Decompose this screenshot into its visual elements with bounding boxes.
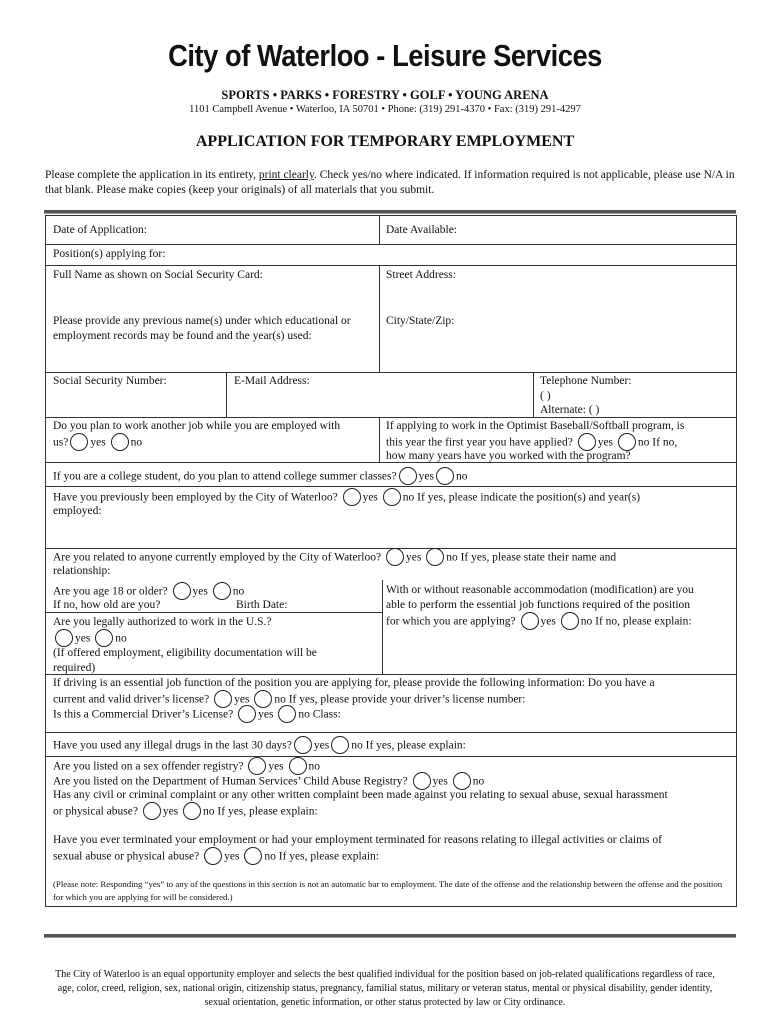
other-job-question: Do you plan to work another job while you are employed with	[53, 420, 341, 432]
positions-label: Position(s) applying for:	[53, 248, 166, 260]
date-of-application-label: Date of Application:	[53, 224, 147, 236]
previous-names-label: Please provide any previous name(s) under which educational or employment records may be found and the year(s) used:	[53, 315, 351, 342]
driving-question: If driving is an essential job function of the position you are applying for, please provide the following information: Do you have a	[53, 677, 655, 689]
terminated-options: sexual abuse or physical abuse? yes no If yes, please explain:	[53, 848, 379, 866]
complaint-yes-radio[interactable]	[143, 802, 161, 820]
prev-employed-question: Have you previously been employed by the City of Waterloo? yes no If yes, please indicate the position(s) and year(s)	[53, 489, 640, 507]
prev-employed-cont: employed:	[53, 505, 102, 517]
eeo-statement: The City of Waterloo is an equal opportunity employer and selects the best qualified individual for the position based on job-related qualifications regardless of race, age, color, creed, religion, sex, national origin, citizenship status, pregnancy, familial status, military or veteran status, mental or physical disability, gender identity, sexual orientation, genetic information, or other status protected by law or City ordinance.	[55, 969, 715, 1008]
telephone-label: Telephone Number:	[540, 375, 632, 387]
telephone-paren: ( )	[540, 390, 551, 402]
intro-paragraph: Please complete the application in its entirety, print clearly. Check yes/no where indicated. If information required is not applicable, please use N/A in that blank. Please make copies (keep your originals) of all materials that you submit.	[45, 169, 735, 196]
complaint-no-radio[interactable]	[183, 802, 201, 820]
top-rule	[44, 210, 736, 214]
alternate-phone-label: Alternate: ( )	[540, 404, 600, 416]
divisions-line: SPORTS • PARKS • FORESTRY • GOLF • YOUNG ARENA	[221, 88, 549, 102]
prev-employed-no-radio[interactable]	[383, 488, 401, 506]
disclaimer-note: (Please note: Responding “yes” to any of the questions in this section is not an automatic bar to employment. The date of the offense and the relationship between the offense and the position for which you are applying for will be considered.)	[53, 879, 723, 902]
license-options: current and valid driver’s license? yes no If yes, please provide your driver’s license number:	[53, 691, 525, 709]
age-no-radio[interactable]	[213, 582, 231, 600]
age-question: Are you age 18 or older? yes no	[53, 583, 244, 601]
related-cont: relationship:	[53, 565, 111, 577]
complaint-options: or physical abuse? yes no If yes, please explain:	[53, 803, 318, 821]
complaint-question: Has any civil or criminal complaint or any other written complaint been made against you relating to sexual abuse, sexual harassment	[53, 789, 668, 801]
accommodation-yes-radio[interactable]	[521, 612, 539, 630]
college-question: If you are a college student, do you plan to attend college summer classes? yes no	[53, 468, 467, 486]
sex-offender-question: Are you listed on a sex offender registry? yes no	[53, 758, 320, 776]
form-heading: APPLICATION FOR TEMPORARY EMPLOYMENT	[195, 133, 575, 150]
other-job-no-radio[interactable]	[111, 433, 129, 451]
other-job-yes-radio[interactable]	[70, 433, 88, 451]
drugs-no-radio[interactable]	[331, 736, 349, 754]
related-no-radio[interactable]	[426, 548, 444, 566]
how-old-label: If no, how old are you?	[53, 599, 161, 611]
related-question: Are you related to anyone currently employed by the City of Waterloo? yes no If yes, please state their name and	[53, 549, 616, 567]
ssn-label: Social Security Number:	[53, 375, 167, 387]
prev-employed-yes-radio[interactable]	[343, 488, 361, 506]
application-form	[45, 215, 737, 907]
abuse-registry-question: Are you listed on the Department of Human Services’ Child Abuse Registry? yes no	[53, 773, 484, 791]
related-yes-radio[interactable]	[386, 548, 404, 566]
optimist-question: If applying to work in the Optimist Baseball/Softball program, is	[386, 420, 685, 432]
city-state-zip-label: City/State/Zip:	[386, 315, 455, 327]
street-address-label: Street Address:	[386, 269, 456, 281]
eligibility-note: (If offered employment, eligibility documentation will be required)	[53, 647, 317, 674]
authorized-no-radio[interactable]	[95, 629, 113, 647]
bottom-rule	[44, 934, 736, 938]
page-title: City of Waterloo - Leisure Services	[168, 38, 602, 73]
college-no-radio[interactable]	[436, 467, 454, 485]
college-yes-radio[interactable]	[399, 467, 417, 485]
cdl-options: Is this a Commercial Driver’s License? yes no Class:	[53, 706, 341, 724]
optimist-options: this year the first year you have applied? yes no If no,	[386, 434, 677, 452]
cdl-no-radio[interactable]	[278, 705, 296, 723]
age-yes-radio[interactable]	[173, 582, 191, 600]
cdl-yes-radio[interactable]	[238, 705, 256, 723]
optimist-years-question: how many years have you worked with the program?	[386, 450, 631, 462]
birth-date-label: Birth Date:	[236, 599, 288, 611]
terminated-yes-radio[interactable]	[204, 847, 222, 865]
other-job-options: us? yes no	[53, 434, 142, 452]
authorized-options: yes no	[53, 630, 127, 648]
accommodation-question-cont: able to perform the essential job functions required of the position	[386, 599, 691, 611]
drugs-yes-radio[interactable]	[294, 736, 312, 754]
contact-line: 1101 Campbell Avenue • Waterloo, IA 50701 • Phone: (319) 291-4370 • Fax: (319) 291-4297	[189, 104, 581, 115]
accommodation-question: With or without reasonable accommodation (modification) are you	[386, 584, 694, 596]
full-name-label: Full Name as shown on Social Security Card:	[53, 269, 263, 281]
date-available-label: Date Available:	[386, 224, 457, 236]
terminated-question: Have you ever terminated your employment or had your employment terminated for reasons relating to illegal activities or claims of	[53, 834, 662, 846]
email-label: E-Mail Address:	[234, 375, 310, 387]
accommodation-options: for which you are applying? yes no If no, please explain:	[386, 613, 692, 631]
accommodation-no-radio[interactable]	[561, 612, 579, 630]
authorized-yes-radio[interactable]	[55, 629, 73, 647]
authorized-question: Are you legally authorized to work in the U.S.?	[53, 616, 272, 628]
drugs-question: Have you used any illegal drugs in the last 30 days? yes no If yes, please explain:	[53, 737, 466, 755]
terminated-no-radio[interactable]	[244, 847, 262, 865]
